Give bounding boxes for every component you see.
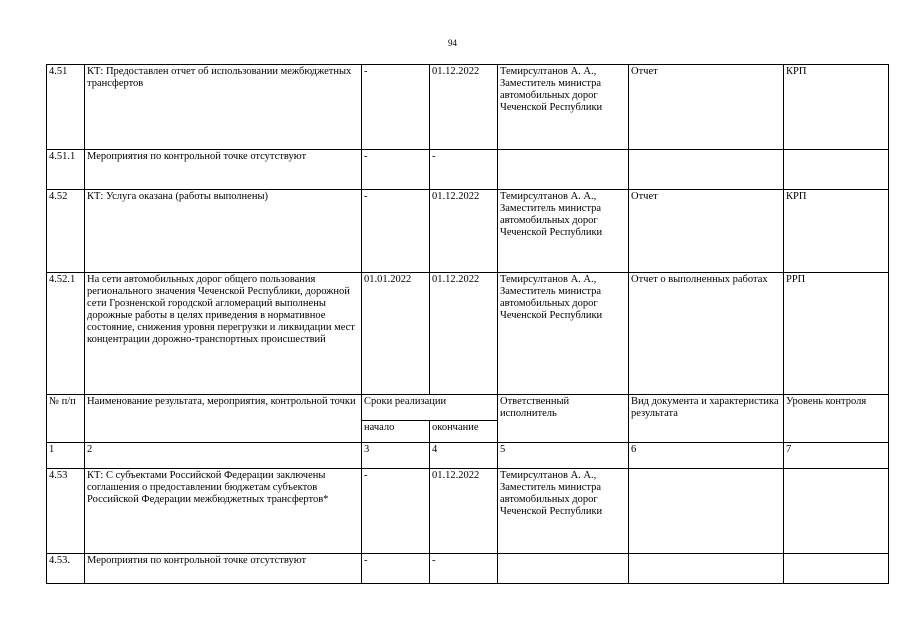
- row-responsible: [498, 554, 629, 584]
- row-name: КТ: Предоставлен отчет об использовании межбюджетных трансфертов: [85, 65, 362, 150]
- row-num: 4.52: [47, 190, 85, 273]
- table-row: [47, 273, 889, 395]
- row-num: 4.52.1: [47, 273, 85, 395]
- header-num: № п/п: [47, 395, 85, 443]
- table-row: [47, 150, 889, 190]
- row-start: -: [362, 150, 430, 190]
- row-responsible: Темирсултанов А. А., Заместитель министра автомобильных дорог Чеченской Республики: [498, 190, 629, 273]
- row-name: Мероприятия по контрольной точке отсутствуют: [85, 554, 362, 584]
- table-header-row: [47, 395, 889, 421]
- header-name: Наименование результата, мероприятия, контрольной точки: [85, 395, 362, 443]
- column-number: 6: [629, 443, 784, 469]
- row-end: -: [430, 150, 498, 190]
- column-number: 7: [784, 443, 889, 469]
- row-doc: [629, 469, 784, 554]
- column-number: 4: [430, 443, 498, 469]
- row-responsible: Темирсултанов А. А., Заместитель министра автомобильных дорог Чеченской Республики: [498, 469, 629, 554]
- row-doc: Отчет о выполненных работах: [629, 273, 784, 395]
- header-responsible: Ответственный исполнитель: [498, 395, 629, 443]
- header-period: Сроки реализации: [362, 395, 498, 421]
- row-responsible: [498, 150, 629, 190]
- row-start: -: [362, 65, 430, 150]
- row-doc: [629, 150, 784, 190]
- header-start: начало: [362, 421, 430, 443]
- row-name: КТ: С субъектами Российской Федерации заключены соглашения о предоставлении бюджетам субъектов Российской Федерации межбюджетных трансфертов*: [85, 469, 362, 554]
- row-name: КТ: Услуга оказана (работы выполнены): [85, 190, 362, 273]
- row-end: 01.12.2022: [430, 190, 498, 273]
- table-row: [47, 469, 889, 554]
- column-numbers-row: [47, 443, 889, 469]
- header-doc-type: Вид документа и характеристика результата: [629, 395, 784, 443]
- row-start: -: [362, 554, 430, 584]
- table-row: [47, 190, 889, 273]
- plan-table: [46, 64, 889, 584]
- row-name: На сети автомобильных дорог общего пользования регионального значения Чеченской Республики, дорожной сети Грозненской городской агломераций выполнены дорожные работы в целях приведения в нормативное состояние, снижения уровня перегрузки и ликвидации мест концентрации дорожно-транспортных происшествий: [85, 273, 362, 395]
- row-doc: Отчет: [629, 190, 784, 273]
- row-control: [784, 150, 889, 190]
- row-end: -: [430, 554, 498, 584]
- row-num: 4.51: [47, 65, 85, 150]
- row-control: КРП: [784, 65, 889, 150]
- row-control: [784, 554, 889, 584]
- column-number: 3: [362, 443, 430, 469]
- table-row: [47, 65, 889, 150]
- row-end: 01.12.2022: [430, 65, 498, 150]
- row-start: -: [362, 190, 430, 273]
- row-control: РРП: [784, 273, 889, 395]
- row-num: 4.51.1: [47, 150, 85, 190]
- row-responsible: Темирсултанов А. А., Заместитель министра автомобильных дорог Чеченской Республики: [498, 65, 629, 150]
- row-start: -: [362, 469, 430, 554]
- row-control: [784, 469, 889, 554]
- row-control: КРП: [784, 190, 889, 273]
- header-end: окончание: [430, 421, 498, 443]
- row-end: 01.12.2022: [430, 273, 498, 395]
- row-num: 4.53.: [47, 554, 85, 584]
- row-end: 01.12.2022: [430, 469, 498, 554]
- column-number: 2: [85, 443, 362, 469]
- table-row: [47, 554, 889, 584]
- header-control: Уровень контроля: [784, 395, 889, 443]
- row-start: 01.01.2022: [362, 273, 430, 395]
- row-doc: [629, 554, 784, 584]
- row-doc: Отчет: [629, 65, 784, 150]
- row-responsible: Темирсултанов А. А., Заместитель министра автомобильных дорог Чеченской Республики: [498, 273, 629, 395]
- row-name: Мероприятия по контрольной точке отсутствуют: [85, 150, 362, 190]
- row-num: 4.53: [47, 469, 85, 554]
- column-number: 5: [498, 443, 629, 469]
- column-number: 1: [47, 443, 85, 469]
- page-number: 94: [448, 38, 457, 48]
